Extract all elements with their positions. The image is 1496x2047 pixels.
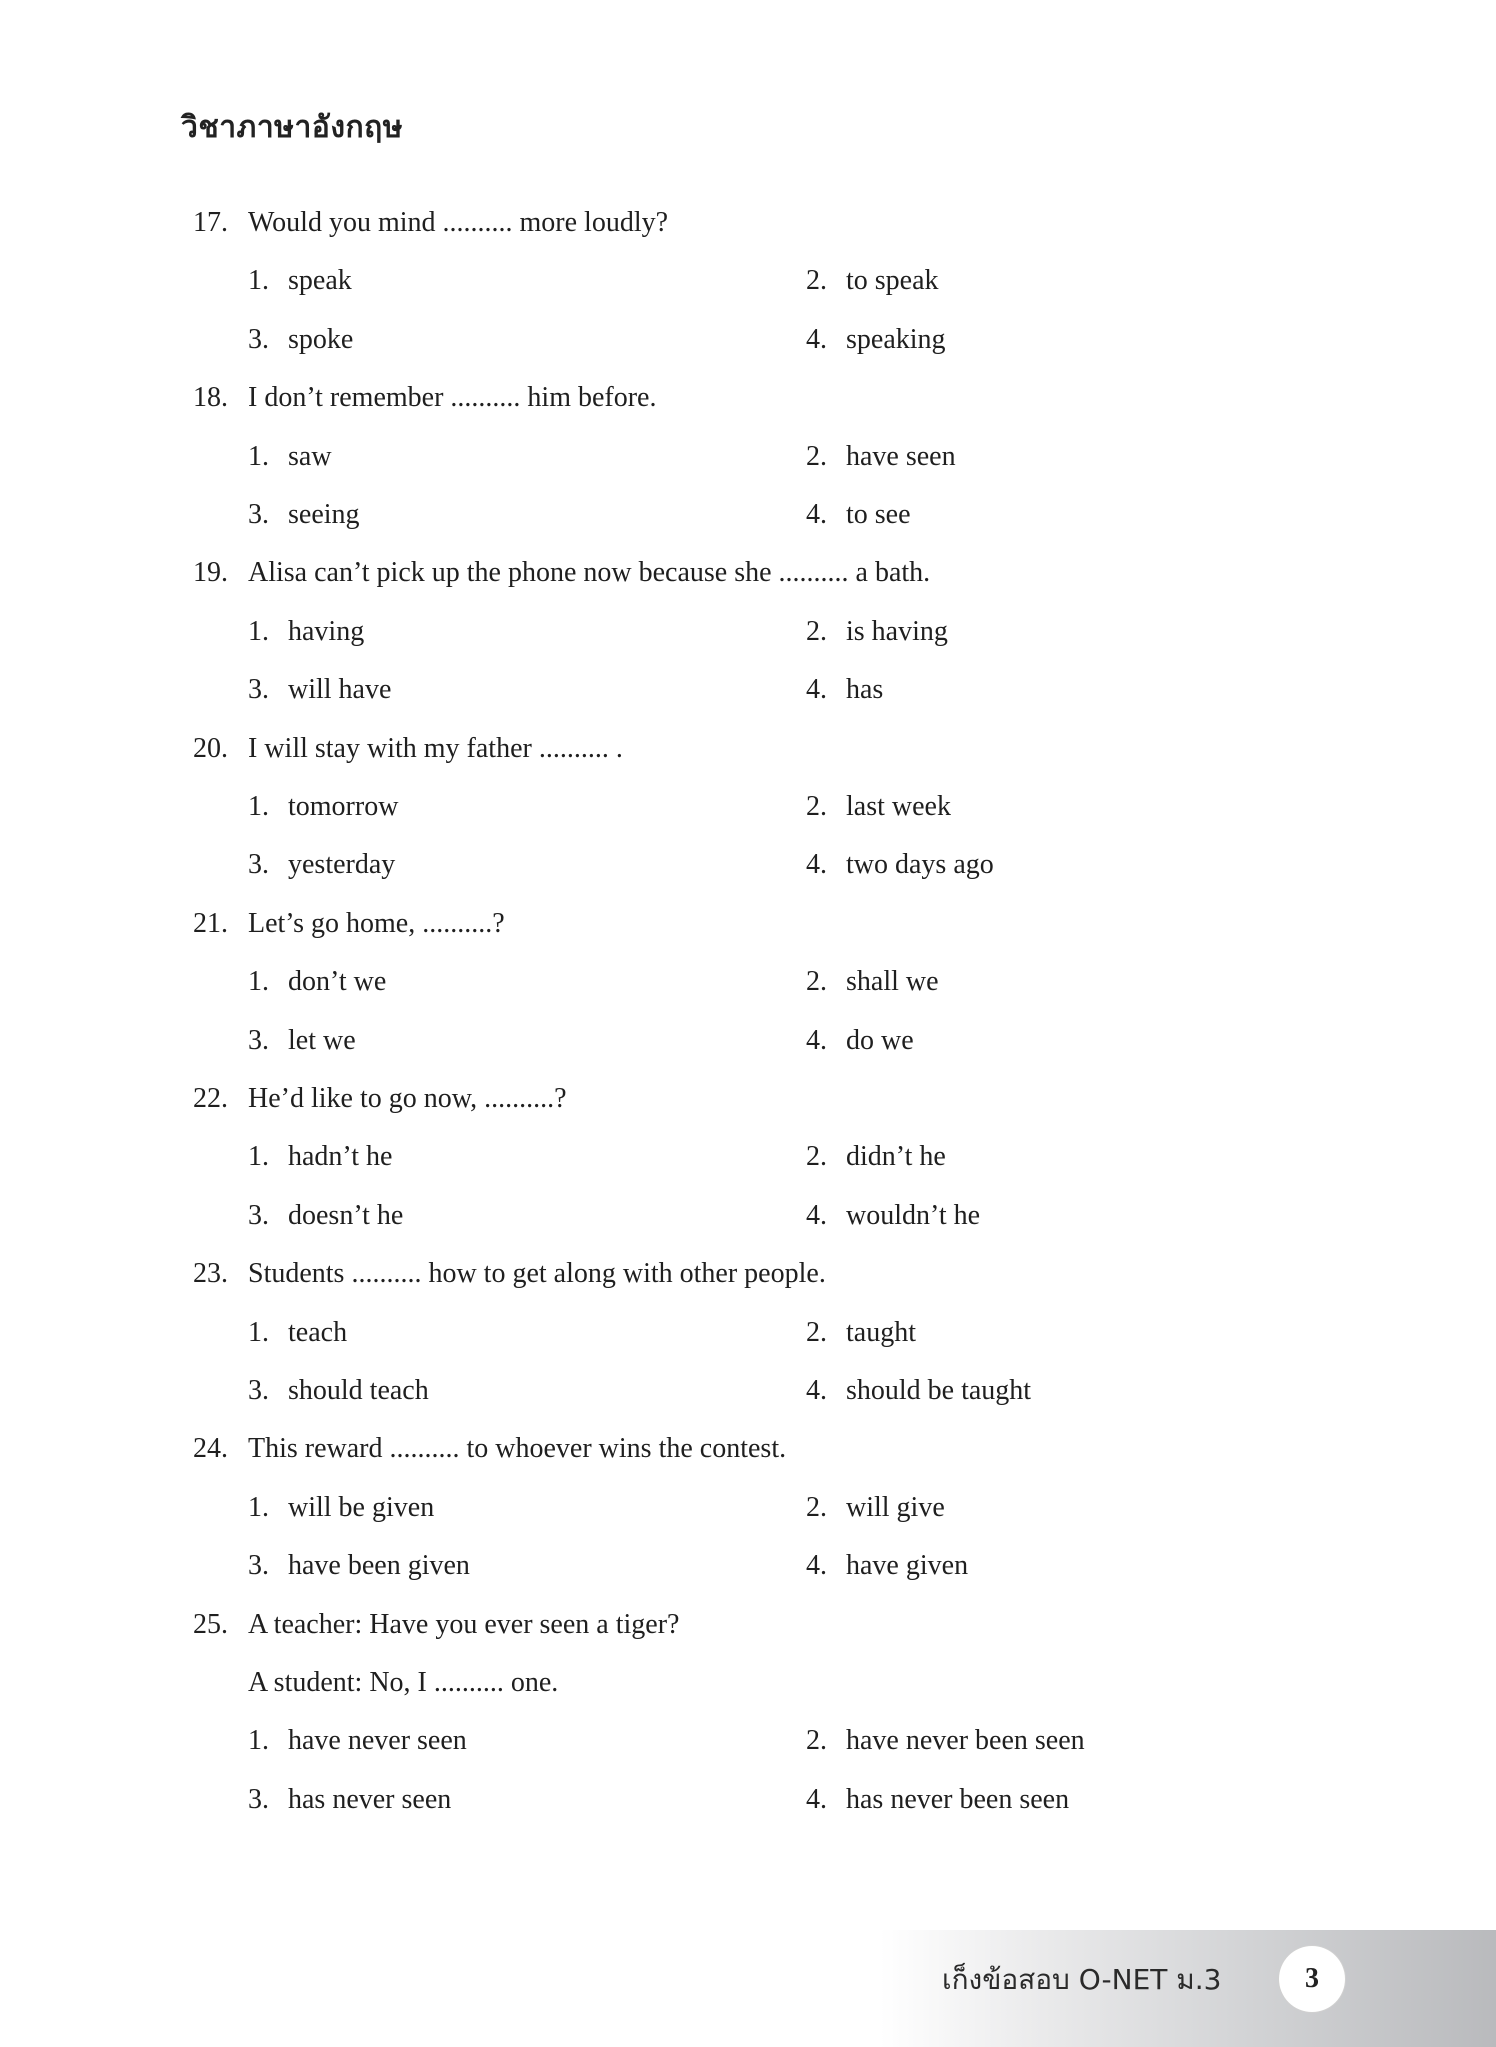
option-number: 3.: [248, 1550, 269, 1581]
answer-option[interactable]: [806, 962, 939, 1002]
option-text: hadn’t he: [288, 1141, 393, 1172]
option-number: 4.: [806, 1025, 827, 1056]
answer-option[interactable]: [806, 1488, 945, 1528]
question-number: 18.: [193, 382, 228, 413]
answer-option[interactable]: [806, 261, 939, 301]
option-text: two days ago: [846, 849, 994, 880]
question-text: Alisa can’t pick up the phone now because she .......... a bath.: [248, 557, 931, 588]
option-number: 1.: [248, 265, 269, 296]
option-number: 4.: [806, 674, 827, 705]
answer-option[interactable]: [248, 787, 398, 827]
answer-option[interactable]: [806, 1021, 914, 1061]
question-text: Students .......... how to get along with other people.: [248, 1258, 826, 1289]
option-number: 4.: [806, 1550, 827, 1581]
answer-option[interactable]: [248, 320, 353, 360]
answer-option[interactable]: [248, 1780, 451, 1820]
question-text: I don’t remember .......... him before.: [248, 382, 657, 413]
option-number: 3.: [248, 1375, 269, 1406]
option-number: 2.: [806, 1492, 827, 1523]
answer-option[interactable]: [248, 1137, 392, 1177]
option-text: teach: [288, 1317, 348, 1348]
question-stem: [193, 1605, 679, 1645]
option-text: shall we: [846, 966, 939, 997]
option-number: 3.: [248, 324, 269, 355]
answer-option[interactable]: [248, 1313, 347, 1353]
option-text: should be taught: [846, 1375, 1032, 1406]
answer-option[interactable]: [248, 1371, 429, 1411]
option-number: 2.: [806, 1141, 827, 1172]
option-number: 4.: [806, 324, 827, 355]
option-number: 1.: [248, 441, 269, 472]
option-number: 2.: [806, 441, 827, 472]
option-text: saw: [288, 441, 332, 472]
option-text: taught: [846, 1317, 916, 1348]
answer-option[interactable]: [248, 437, 332, 477]
option-text: yesterday: [288, 849, 396, 880]
answer-option[interactable]: [806, 1721, 1085, 1761]
answer-option[interactable]: [806, 320, 946, 360]
question-stem: [193, 904, 505, 944]
answer-option[interactable]: [806, 495, 911, 535]
option-text: do we: [846, 1025, 914, 1056]
option-text: don’t we: [288, 966, 387, 997]
question-number: 23.: [193, 1258, 228, 1289]
answer-option[interactable]: [806, 612, 948, 652]
question-stem: [193, 378, 656, 418]
option-text: have seen: [846, 441, 956, 472]
question-stem: [193, 1254, 826, 1294]
answer-option[interactable]: [806, 845, 994, 885]
option-number: 3.: [248, 849, 269, 880]
question-text: Let’s go home, ..........?: [248, 908, 505, 939]
option-text: will give: [846, 1492, 945, 1523]
option-text: spoke: [288, 324, 354, 355]
option-number: 2.: [806, 966, 827, 997]
question-number: 17.: [193, 207, 228, 238]
option-text: has never been seen: [846, 1784, 1070, 1815]
option-text: will be given: [288, 1492, 435, 1523]
option-text: have never been seen: [846, 1725, 1085, 1756]
option-number: 1.: [248, 616, 269, 647]
answer-option[interactable]: [248, 1021, 356, 1061]
option-text: speaking: [846, 324, 946, 355]
option-number: 3.: [248, 1784, 269, 1815]
option-number: 4.: [806, 849, 827, 880]
question-text: A teacher: Have you ever seen a tiger?: [248, 1609, 680, 1640]
option-text: speak: [288, 265, 352, 296]
option-number: 2.: [806, 1725, 827, 1756]
option-text: doesn’t he: [288, 1200, 404, 1231]
option-text: let we: [288, 1025, 356, 1056]
option-number: 4.: [806, 499, 827, 530]
answer-option[interactable]: [248, 1546, 470, 1586]
option-text: wouldn’t he: [846, 1200, 981, 1231]
answer-option[interactable]: [248, 612, 364, 652]
answer-option[interactable]: [806, 1546, 968, 1586]
option-number: 3.: [248, 499, 269, 530]
answer-option[interactable]: [248, 845, 395, 885]
option-number: 1.: [248, 1141, 269, 1172]
question-number: 22.: [193, 1083, 228, 1114]
option-text: have never seen: [288, 1725, 467, 1756]
answer-option[interactable]: [806, 1137, 946, 1177]
page-header-subject: วิชาภาษาอังกฤษ: [181, 110, 404, 145]
question-subtext: A student: No, I .......... one.: [248, 1667, 559, 1698]
answer-option[interactable]: [248, 670, 391, 710]
option-text: to speak: [846, 265, 939, 296]
footer-title: เก็งข้อสอบ O-NET ม.3: [942, 1963, 1222, 1996]
question-stem: [193, 1079, 567, 1119]
option-number: 3.: [248, 674, 269, 705]
question-text: This reward .......... to whoever wins the contest.: [248, 1433, 787, 1464]
option-number: 1.: [248, 966, 269, 997]
answer-option[interactable]: [248, 962, 386, 1002]
option-number: 2.: [806, 791, 827, 822]
page-number: 3: [1305, 1963, 1319, 1994]
option-number: 1.: [248, 1725, 269, 1756]
option-number: 1.: [248, 1317, 269, 1348]
answer-option[interactable]: [248, 1721, 467, 1761]
question-number: 21.: [193, 908, 228, 939]
answer-option[interactable]: [248, 495, 360, 535]
question-stem: [193, 1429, 786, 1469]
option-text: tomorrow: [288, 791, 399, 822]
option-number: 1.: [248, 1492, 269, 1523]
option-number: 3.: [248, 1200, 269, 1231]
answer-option[interactable]: [806, 1313, 916, 1353]
option-number: 4.: [806, 1784, 827, 1815]
option-text: will have: [288, 674, 392, 705]
question-number: 25.: [193, 1609, 228, 1640]
option-text: is having: [846, 616, 948, 647]
option-number: 4.: [806, 1200, 827, 1231]
option-number: 1.: [248, 791, 269, 822]
question-text: He’d like to go now, ..........?: [248, 1083, 567, 1114]
option-number: 2.: [806, 265, 827, 296]
option-text: having: [288, 616, 365, 647]
answer-option[interactable]: [806, 1780, 1069, 1820]
option-number: 2.: [806, 1317, 827, 1348]
answer-option[interactable]: [248, 1196, 403, 1236]
answer-option[interactable]: [248, 1488, 434, 1528]
option-text: has: [846, 674, 884, 705]
question-stem: [193, 729, 623, 769]
option-text: has never seen: [288, 1784, 452, 1815]
option-text: didn’t he: [846, 1141, 946, 1172]
option-text: have been given: [288, 1550, 470, 1581]
answer-option[interactable]: [806, 670, 883, 710]
option-number: 4.: [806, 1375, 827, 1406]
question-number: 20.: [193, 733, 228, 764]
option-number: 2.: [806, 616, 827, 647]
question-number: 24.: [193, 1433, 228, 1464]
question-stem: [193, 203, 668, 243]
question-number: 19.: [193, 557, 228, 588]
answer-option[interactable]: [806, 1196, 980, 1236]
option-text: seeing: [288, 499, 360, 530]
answer-option[interactable]: [806, 437, 956, 477]
answer-option[interactable]: [248, 261, 352, 301]
answer-option[interactable]: [806, 1371, 1031, 1411]
option-text: have given: [846, 1550, 969, 1581]
question-stem: [193, 553, 930, 593]
answer-option[interactable]: [806, 787, 951, 827]
question-text: I will stay with my father .......... .: [248, 733, 623, 764]
option-number: 3.: [248, 1025, 269, 1056]
question-text: Would you mind .......... more loudly?: [248, 207, 669, 238]
option-text: last week: [846, 791, 951, 822]
option-text: should teach: [288, 1375, 429, 1406]
option-text: to see: [846, 499, 911, 530]
